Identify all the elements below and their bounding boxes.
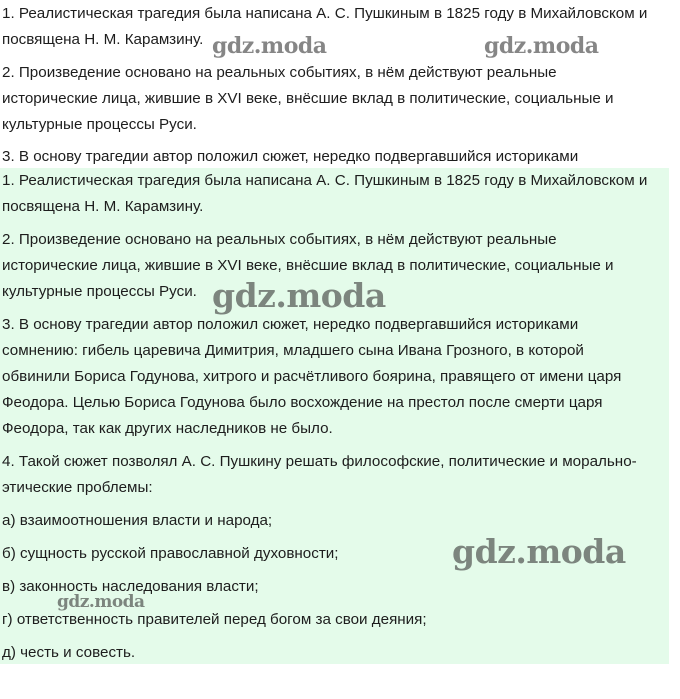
answer-line: сомнению: гибель царевича Димитрия, младшего сына Ивана Грозного, в которой [2,342,584,359]
answer-line: 4. Такой сюжет позволял А. С. Пушкину решать философские, политические и морально- [2,453,637,470]
answer-line: д) честь и совесть. [2,644,136,661]
answer-line: г) ответственность правителей перед богом за свои деяния; [2,611,427,628]
answer-line: Феодора, так как других наследников не было. [2,420,333,437]
answer-line: а) взаимоотношения власти и народа; [2,512,273,529]
answer-line: обвинили Бориса Годунова, хитрого и расчётливого боярина, правящего от имени царя [2,368,622,385]
preview-line: культурные процессы Руси. [2,116,197,133]
preview-line: посвящена Н. М. Карамзину. [2,31,204,48]
watermark: gdz.moda [452,532,626,571]
answer-line: 3. В основу трагедии автор положил сюжет, нередко подвергавшийся историками [2,316,579,333]
watermark: gdz.moda [484,33,599,59]
answer-line: в) законность наследования власти; [2,578,259,595]
answer-line: культурные процессы Руси. [2,283,197,300]
answer-line: посвящена Н. М. Карамзину. [2,198,204,215]
preview-text-block [0,0,680,168]
watermark: gdz.moda [57,592,145,612]
preview-line: 2. Произведение основано на реальных событиях, в нём действуют реальные [2,64,557,81]
answer-line: этические проблемы: [2,479,153,496]
watermark: gdz.moda [212,33,327,59]
watermark: gdz.moda [212,276,386,315]
answer-line: исторические лица, жившие в XVI веке, внёсшие вклад в политические, социальные и [2,257,614,274]
answer-line: 1. Реалистическая трагедия была написана А. С. Пушкиным в 1825 году в Михайловском и [2,172,648,189]
answer-line: б) сущность русской православной духовности; [2,545,339,562]
preview-line: 1. Реалистическая трагедия была написана А. С. Пушкиным в 1825 году в Михайловском и [2,5,648,22]
answer-line: 2. Произведение основано на реальных событиях, в нём действуют реальные [2,231,557,248]
preview-line: исторические лица, жившие в XVI веке, внёсшие вклад в политические, социальные и [2,90,614,107]
answer-line: Феодора. Целью Бориса Годунова было восхождение на престол после смерти царя [2,394,603,411]
preview-line: 3. В основу трагедии автор положил сюжет, нередко подвергавшийся историками [2,148,579,165]
